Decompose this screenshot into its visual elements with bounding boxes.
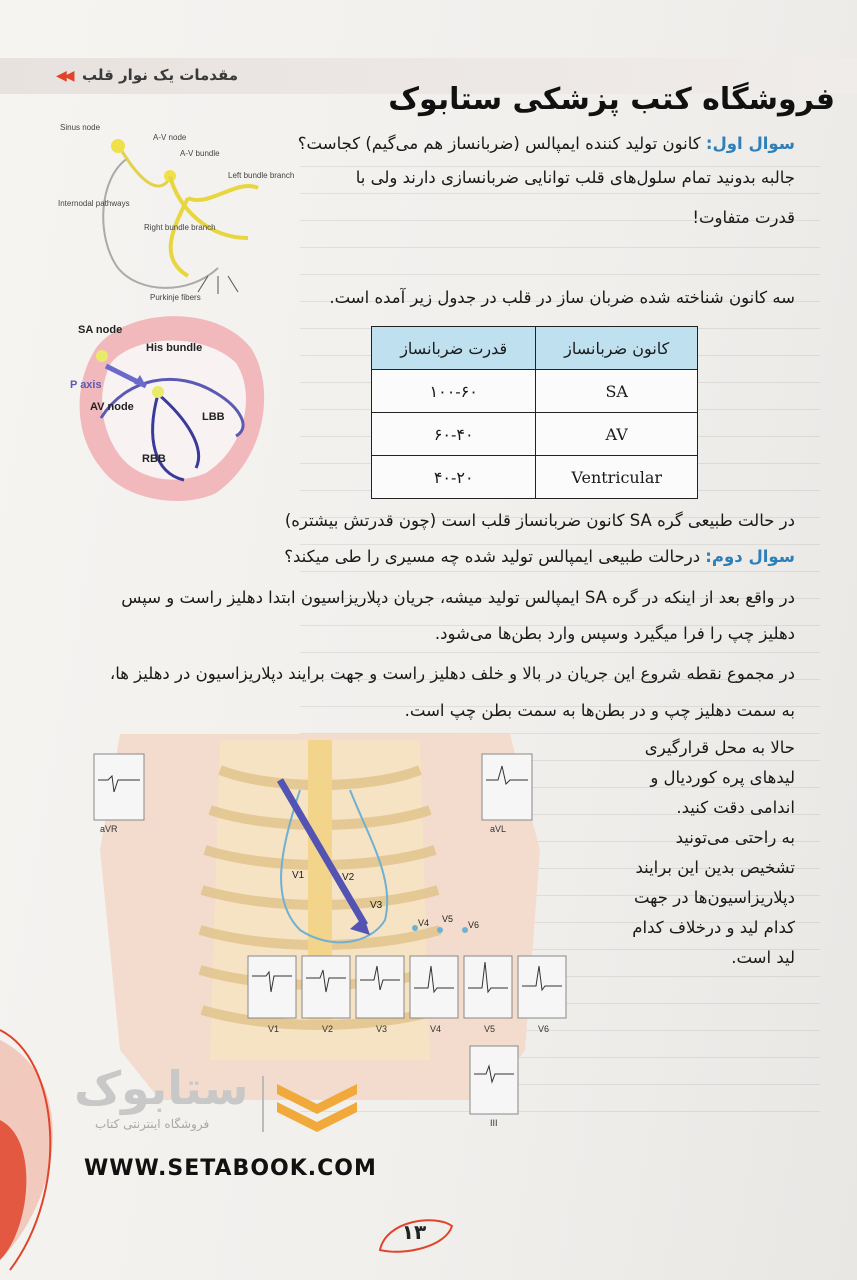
side-text-line: تشخیص بدین این برایند: [635, 858, 795, 877]
q1-intro: سه کانون شناخته شده ضربان ساز در قلب در جدول زیر آمده است.: [329, 288, 795, 307]
q1-answer-line2: قدرت متفاوت!: [692, 208, 795, 227]
q1-label: سوال اول:: [705, 134, 795, 153]
side-text-line: حالا به محل قرارگیری: [644, 738, 795, 757]
sinus-node-dot: [111, 139, 125, 153]
heart-axis-figure: [66, 308, 278, 506]
label-avr: aVR: [100, 824, 118, 834]
q2-p2-line1: در مجموع نقطه شروع این جریان در بالا و خلف دهلیز راست و جهت برایند دپلاریزاسیون در دهلیز ها،: [109, 664, 795, 683]
q1-question: کانون تولید کننده ایمپالس (ضربانساز هم می‌گیم) کجاست؟: [297, 134, 701, 153]
table-cell-rate: ۴۰-۲۰: [372, 456, 536, 499]
table-cell-rate: ۱۰۰-۶۰: [372, 370, 536, 413]
label-av-node: AV node: [90, 401, 134, 413]
label-avl: aVL: [490, 824, 507, 834]
section-title: مقدمات یک نوار قلب: [82, 66, 239, 84]
av-node-dot: [152, 386, 164, 398]
side-text-block: [595, 733, 795, 973]
label-v1: V1: [268, 1024, 280, 1034]
label-lead3: III: [490, 1118, 498, 1128]
table-cell-focus: AV: [536, 413, 698, 456]
label-his-bundle: His bundle: [146, 342, 203, 354]
sa-node-dot: [96, 350, 108, 362]
label-left-bundle: Left bundle branch: [228, 171, 295, 180]
page-number-wrap: [378, 1214, 450, 1254]
label-sinus-node: Sinus node: [60, 123, 101, 132]
ecg-avr-box: [94, 754, 144, 820]
q2-p2-line2: به سمت دهلیز چپ و در بطن‌ها به سمت بطن چپ است.: [404, 701, 795, 720]
pacemaker-table: [371, 326, 698, 499]
after-table-text: در حالت طبیعی گره SA کانون ضربانساز قلب است (چون قدرتش بیشتره): [284, 511, 795, 530]
chest-label-v4: V4: [418, 918, 430, 928]
q2-p1-line1: در واقع بعد از اینکه در گره SA ایمپالس تولید میشه، جریان دپلاریزاسیون ابتدا دهلیز راست و سپس: [121, 588, 795, 607]
label-v6: V6: [538, 1024, 550, 1034]
table-row: [372, 413, 698, 456]
side-text-line: دپلاریزاسیون‌ها در جهت: [633, 888, 795, 907]
label-sa-node: SA node: [78, 324, 123, 336]
store-title: فروشگاه کتب پزشکی ستابوک: [388, 82, 835, 117]
ecg-v4-box: [410, 956, 458, 1018]
label-av-node: A-V node: [153, 133, 187, 142]
table-cell-rate: ۶۰-۴۰: [372, 413, 536, 456]
q2-question-line: [284, 543, 795, 570]
side-text-line: اندامی دقت کنید.: [676, 798, 795, 817]
chest-label-v2: V2: [342, 872, 355, 883]
chest-label-v1: V1: [292, 870, 305, 881]
label-v4: V4: [430, 1024, 442, 1034]
chest-label-v6: V6: [468, 920, 480, 930]
conduction-system-figure: [58, 118, 295, 306]
side-text-line: به راحتی می‌تونید: [675, 828, 795, 847]
table-cell-focus: SA: [536, 370, 698, 413]
table-header-row: [372, 327, 698, 370]
table-row: [372, 370, 698, 413]
logo-wordmark: ستابوک: [74, 1061, 249, 1115]
label-v2: V2: [322, 1024, 334, 1034]
label-v5: V5: [484, 1024, 496, 1034]
label-purkinje: Purkinje fibers: [150, 293, 201, 302]
chest-label-v3: V3: [370, 900, 383, 911]
side-text-line: لیدهای پره کوردیال و: [650, 768, 795, 787]
label-lbb: LBB: [202, 411, 225, 423]
q2-label: سوال دوم:: [705, 547, 795, 566]
table-cell-focus: Ventricular: [536, 456, 698, 499]
q1-answer-line1: جالبه بدونید تمام سلول‌های قلب توانایی ضربانسازی دارند ولی با: [355, 168, 795, 187]
setabook-logo: [74, 1062, 249, 1114]
logo-book-stack-icon: [272, 1072, 362, 1142]
logo-divider: [262, 1076, 264, 1132]
q2-p1-line2: دهلیز چپ را فرا میگیرد وسپس وارد بطن‌ها می‌شود.: [434, 624, 795, 643]
electrode-v5: [437, 927, 443, 933]
label-internodal: Internodal pathways: [58, 199, 130, 208]
label-v3: V3: [376, 1024, 388, 1034]
page-number: ۱۳: [401, 1220, 427, 1244]
label-av-bundle: A-V bundle: [180, 149, 220, 158]
ecg-avl-box: [482, 754, 532, 820]
side-text-line: لید است.: [731, 948, 795, 967]
double-arrow-icon: ◀◀: [56, 68, 72, 84]
website-url[interactable]: WWW.SETABOOK.COM: [84, 1156, 377, 1181]
table-header-focus: کانون ضربانساز: [536, 327, 698, 370]
label-p-axis: P axis: [70, 379, 102, 391]
q2-question: درحالت طبیعی ایمپالس تولید شده چه مسیری را طی میکند؟: [284, 547, 701, 566]
chest-label-v5: V5: [442, 914, 454, 924]
table-header-rate: قدرت ضربانساز: [372, 327, 536, 370]
ecg-lead3-box: [470, 1046, 518, 1114]
side-text-line: کدام لید و درخلاف کدام: [632, 918, 795, 937]
logo-subtitle: فروشگاه اینترنتی کتاب: [95, 1117, 210, 1131]
table-row: [372, 456, 698, 499]
label-right-bundle: Right bundle branch: [144, 223, 216, 232]
label-rbb: RBB: [142, 453, 166, 465]
q1-question-line: [298, 130, 795, 157]
internodal-pathway: [120, 148, 170, 186]
